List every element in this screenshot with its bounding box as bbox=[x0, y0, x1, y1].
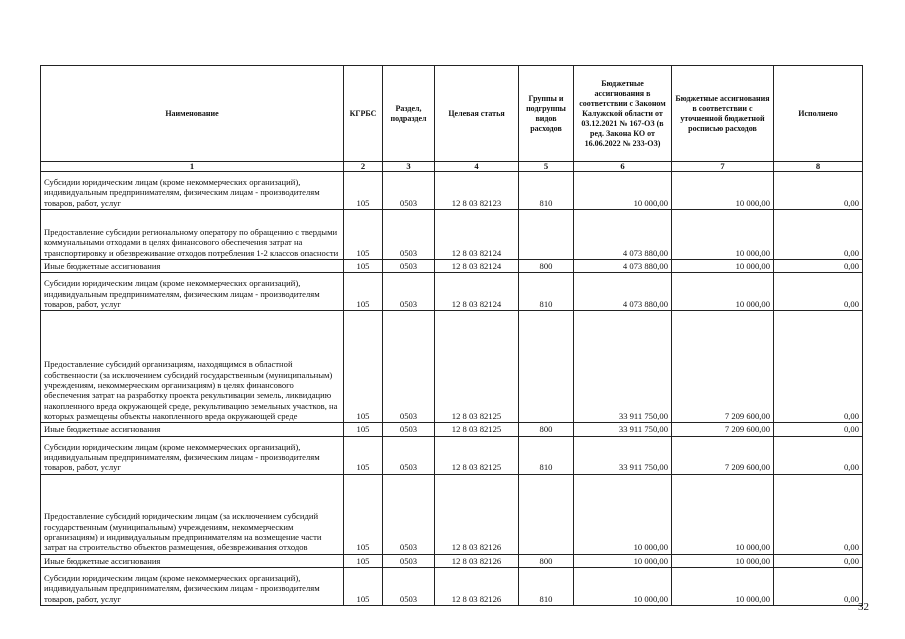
cell-revised-allocations: 10 000,00 bbox=[672, 260, 774, 273]
cell-executed: 0,00 bbox=[774, 210, 863, 260]
cell-expense-group bbox=[519, 311, 574, 423]
cell-name: Предоставление субсидий юридическим лицам (за исключением субсидий государственным (муниципальным) учреждениям, некоммерческим организациям) и индивидуальным предпринимателям на возмещение части затрат на строительство объектов размещения, обезвреживания отходов bbox=[41, 474, 344, 554]
cell-kgrbs: 105 bbox=[344, 567, 383, 605]
header-executed: Исполнено bbox=[774, 66, 863, 162]
header-revised-allocations: Бюджетные ассигнования в соответствии с уточненной бюджетной росписью расходов bbox=[672, 66, 774, 162]
header-article: Целевая статья bbox=[435, 66, 519, 162]
cell-name: Субсидии юридическим лицам (кроме некоммерческих организаций), индивидуальным предпринимателям, физическим лицам - производителям товаров, работ, услуг bbox=[41, 567, 344, 605]
cell-expense-group bbox=[519, 210, 574, 260]
cell-expense-group: 810 bbox=[519, 567, 574, 605]
cell-article: 12 8 03 82126 bbox=[435, 567, 519, 605]
cell-executed: 0,00 bbox=[774, 567, 863, 605]
cell-revised-allocations: 7 209 600,00 bbox=[672, 436, 774, 474]
cell-revised-allocations: 10 000,00 bbox=[672, 474, 774, 554]
cell-executed: 0,00 bbox=[774, 273, 863, 311]
column-number: 3 bbox=[383, 162, 435, 172]
cell-section: 0503 bbox=[383, 554, 435, 567]
cell-article: 12 8 03 82125 bbox=[435, 436, 519, 474]
cell-expense-group: 800 bbox=[519, 260, 574, 273]
cell-article: 12 8 03 82125 bbox=[435, 423, 519, 436]
cell-law-allocations: 33 911 750,00 bbox=[574, 436, 672, 474]
cell-name: Субсидии юридическим лицам (кроме некоммерческих организаций), индивидуальным предпринимателям, физическим лицам - производителям товаров, работ, услуг bbox=[41, 436, 344, 474]
cell-revised-allocations: 7 209 600,00 bbox=[672, 423, 774, 436]
cell-section: 0503 bbox=[383, 172, 435, 210]
table-body bbox=[41, 172, 863, 606]
column-number-row bbox=[41, 162, 863, 172]
cell-section: 0503 bbox=[383, 567, 435, 605]
column-number: 5 bbox=[519, 162, 574, 172]
cell-revised-allocations: 10 000,00 bbox=[672, 554, 774, 567]
cell-article: 12 8 03 82124 bbox=[435, 260, 519, 273]
cell-revised-allocations: 10 000,00 bbox=[672, 210, 774, 260]
cell-executed: 0,00 bbox=[774, 172, 863, 210]
cell-name: Предоставление субсидий организациям, находящимся в областной собственности (за исключением субсидий государственным (муниципальным) учреждениям, некоммерческим организациям) в целях финансового обеспечения затрат на разработку проекта рекультивации земель, ликвидацию накопленного вреда окружающей среде, рекультивацию земельных участков, на которых размещены объекты накопленного вреда окружающей среде bbox=[41, 311, 344, 423]
cell-name: Иные бюджетные ассигнования bbox=[41, 554, 344, 567]
table-row bbox=[41, 172, 863, 210]
table-row bbox=[41, 474, 863, 554]
cell-law-allocations: 10 000,00 bbox=[574, 554, 672, 567]
cell-executed: 0,00 bbox=[774, 554, 863, 567]
cell-section: 0503 bbox=[383, 436, 435, 474]
cell-article: 12 8 03 82123 bbox=[435, 172, 519, 210]
cell-name: Иные бюджетные ассигнования bbox=[41, 423, 344, 436]
cell-kgrbs: 105 bbox=[344, 311, 383, 423]
cell-section: 0503 bbox=[383, 210, 435, 260]
cell-expense-group: 810 bbox=[519, 436, 574, 474]
cell-kgrbs: 105 bbox=[344, 210, 383, 260]
header-kgrbs: КГРБС bbox=[344, 66, 383, 162]
cell-name: Предоставление субсидии региональному оператору по обращению с твердыми коммунальными отходами в целях финансового обеспечения затрат на транспортировку и обезвреживание отходов потребления 1-2 классов опасности bbox=[41, 210, 344, 260]
cell-executed: 0,00 bbox=[774, 311, 863, 423]
table-row bbox=[41, 567, 863, 605]
cell-article: 12 8 03 82126 bbox=[435, 474, 519, 554]
table-row bbox=[41, 311, 863, 423]
cell-revised-allocations: 10 000,00 bbox=[672, 567, 774, 605]
table-row bbox=[41, 554, 863, 567]
cell-section: 0503 bbox=[383, 311, 435, 423]
cell-kgrbs: 105 bbox=[344, 260, 383, 273]
cell-law-allocations: 33 911 750,00 bbox=[574, 423, 672, 436]
cell-expense-group: 810 bbox=[519, 172, 574, 210]
column-number: 7 bbox=[672, 162, 774, 172]
cell-name: Иные бюджетные ассигнования bbox=[41, 260, 344, 273]
cell-section: 0503 bbox=[383, 474, 435, 554]
cell-kgrbs: 105 bbox=[344, 474, 383, 554]
page-number: 32 bbox=[858, 601, 869, 613]
cell-executed: 0,00 bbox=[774, 436, 863, 474]
column-number: 1 bbox=[41, 162, 344, 172]
cell-article: 12 8 03 82126 bbox=[435, 554, 519, 567]
cell-law-allocations: 10 000,00 bbox=[574, 567, 672, 605]
cell-expense-group bbox=[519, 474, 574, 554]
cell-law-allocations: 4 073 880,00 bbox=[574, 273, 672, 311]
cell-kgrbs: 105 bbox=[344, 554, 383, 567]
cell-revised-allocations: 10 000,00 bbox=[672, 273, 774, 311]
cell-article: 12 8 03 82124 bbox=[435, 273, 519, 311]
cell-law-allocations: 10 000,00 bbox=[574, 172, 672, 210]
header-section: Раздел, подраздел bbox=[383, 66, 435, 162]
cell-kgrbs: 105 bbox=[344, 423, 383, 436]
cell-law-allocations: 10 000,00 bbox=[574, 474, 672, 554]
cell-kgrbs: 105 bbox=[344, 273, 383, 311]
cell-expense-group: 800 bbox=[519, 554, 574, 567]
cell-law-allocations: 33 911 750,00 bbox=[574, 311, 672, 423]
cell-name: Субсидии юридическим лицам (кроме некоммерческих организаций), индивидуальным предпринимателям, физическим лицам - производителям товаров, работ, услуг bbox=[41, 172, 344, 210]
cell-law-allocations: 4 073 880,00 bbox=[574, 210, 672, 260]
cell-section: 0503 bbox=[383, 273, 435, 311]
table-row bbox=[41, 273, 863, 311]
header-law-allocations: Бюджетные ассигнования в соответствии с Законом Калужской области от 03.12.2021 № 167-ОЗ (в ред. Закона КО от 16.06.2022 № 233-ОЗ) bbox=[574, 66, 672, 162]
column-number: 8 bbox=[774, 162, 863, 172]
table-row bbox=[41, 436, 863, 474]
column-number: 2 bbox=[344, 162, 383, 172]
budget-table bbox=[40, 65, 863, 606]
cell-expense-group: 810 bbox=[519, 273, 574, 311]
table-row bbox=[41, 260, 863, 273]
cell-name: Субсидии юридическим лицам (кроме некоммерческих организаций), индивидуальным предпринимателям, физическим лицам - производителям товаров, работ, услуг bbox=[41, 273, 344, 311]
cell-section: 0503 bbox=[383, 423, 435, 436]
table-row bbox=[41, 423, 863, 436]
header-expense-group: Группы и подгруппы видов расходов bbox=[519, 66, 574, 162]
cell-revised-allocations: 7 209 600,00 bbox=[672, 311, 774, 423]
cell-article: 12 8 03 82124 bbox=[435, 210, 519, 260]
cell-executed: 0,00 bbox=[774, 423, 863, 436]
cell-article: 12 8 03 82125 bbox=[435, 311, 519, 423]
cell-executed: 0,00 bbox=[774, 474, 863, 554]
cell-section: 0503 bbox=[383, 260, 435, 273]
cell-kgrbs: 105 bbox=[344, 436, 383, 474]
cell-revised-allocations: 10 000,00 bbox=[672, 172, 774, 210]
cell-executed: 0,00 bbox=[774, 260, 863, 273]
column-number: 6 bbox=[574, 162, 672, 172]
table-row bbox=[41, 210, 863, 260]
column-number: 4 bbox=[435, 162, 519, 172]
cell-law-allocations: 4 073 880,00 bbox=[574, 260, 672, 273]
cell-expense-group: 800 bbox=[519, 423, 574, 436]
cell-kgrbs: 105 bbox=[344, 172, 383, 210]
header-row bbox=[41, 66, 863, 162]
header-name: Наименование bbox=[41, 66, 344, 162]
